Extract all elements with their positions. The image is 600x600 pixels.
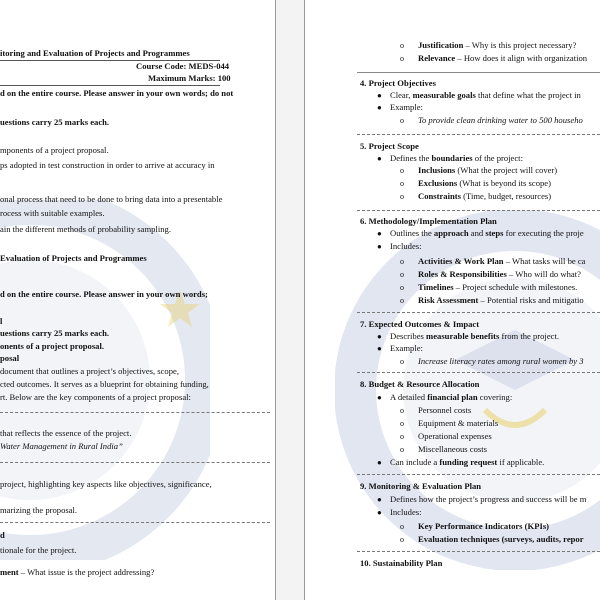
list-item: Equipment & materials <box>418 418 499 428</box>
list-item <box>390 228 584 239</box>
section-heading: 7. Expected Outcomes & Impact <box>360 319 480 329</box>
section-heading: 9. Monitoring & Evaluation Plan <box>360 481 482 491</box>
circle-bullet-icon: o <box>400 445 404 454</box>
bullet-icon: ● <box>377 332 382 341</box>
list-item <box>418 178 551 189</box>
circle-bullet-icon: o <box>400 432 404 441</box>
item-text: Can include a <box>390 457 440 467</box>
question-text: ps adopted in test construction in order to arrive at accuracy in <box>0 160 215 170</box>
bullet-icon: ● <box>377 229 382 238</box>
section-heading: 4. Project Objectives <box>360 78 436 88</box>
circle-bullet-icon: o <box>400 179 404 188</box>
item-text: A detailed <box>390 392 428 402</box>
divider <box>357 210 600 211</box>
list-item <box>390 331 559 342</box>
right-page <box>305 0 600 600</box>
course-title: itoring and Evaluation of Projects and Programmes <box>0 48 190 58</box>
circle-bullet-icon: o <box>400 522 404 531</box>
item-text: – Potential risks and mitigatio <box>478 295 584 305</box>
item-text: Outlines the <box>390 228 434 238</box>
list-item: Example: <box>390 343 423 353</box>
divider <box>357 474 600 475</box>
circle-bullet-icon: o <box>400 116 404 125</box>
circle-bullet-icon: o <box>400 270 404 279</box>
example-text: To provide clean drinking water to 500 househo <box>418 115 583 125</box>
list-item: Defines how the project’s progress and success will be m <box>390 494 587 504</box>
instruction-text: uestions carry 25 marks each. <box>0 328 110 338</box>
item-label: steps <box>485 228 504 238</box>
item-text: – How does it align with organization <box>455 53 588 63</box>
item-label: measurable goals <box>412 90 476 100</box>
divider <box>0 85 220 86</box>
list-item: Personnel costs <box>418 405 472 415</box>
list-item: Evaluation techniques (surveys, audits, repor <box>418 534 584 544</box>
circle-bullet-icon: o <box>400 54 404 63</box>
max-marks: Maximum Marks: 100 <box>148 73 231 83</box>
section-title: Evaluation of Projects and Programmes <box>0 253 147 263</box>
question-text: mponents of a project proposal. <box>0 145 109 155</box>
list-item: Operational expenses <box>418 431 492 441</box>
paragraph-text: tionale for the project. <box>0 545 77 555</box>
question-text: ain the different methods of probability sampling. <box>0 224 171 234</box>
bullet-icon: ● <box>377 154 382 163</box>
section-heading: 6. Methodology/Implementation Plan <box>360 216 497 226</box>
item-text: from the project. <box>499 331 559 341</box>
section-heading: 10. Sustainability Plan <box>360 558 443 568</box>
circle-bullet-icon: o <box>400 41 404 50</box>
item-label: Relevance <box>418 53 456 63</box>
circle-bullet-icon: o <box>400 406 404 415</box>
list-item: Includes: <box>390 241 422 251</box>
item-text: Describes <box>390 331 427 341</box>
item-text: of the project: <box>472 153 523 163</box>
item-text: covering: <box>477 392 513 402</box>
item-text: – Who will do what? <box>506 269 581 279</box>
page-gutter <box>275 0 305 600</box>
question-text: rocess with suitable examples. <box>0 208 105 218</box>
item-label: Activities & Work Plan <box>418 256 504 266</box>
item-label: approach <box>433 228 469 238</box>
paragraph-text: that reflects the essence of the project. <box>0 428 132 438</box>
list-item <box>418 53 587 64</box>
section-mark: d <box>0 530 5 540</box>
paragraph-text: cted outcomes. It serves as a blueprint for obtaining funding, <box>0 379 209 389</box>
bullet-icon: ● <box>377 458 382 467</box>
bullet-icon: ● <box>377 495 382 504</box>
divider <box>0 462 270 463</box>
example-text: Increase literacy rates among rural women by 3 <box>418 356 584 366</box>
item-text: – What tasks will be ca <box>503 256 586 266</box>
bullet-icon: ● <box>377 91 382 100</box>
instruction-text: d on the entire course. Please answer in your own words; <box>0 289 208 299</box>
bullet-icon: ● <box>377 344 382 353</box>
item-label: Exclusions <box>418 178 458 188</box>
item-text: (What the project will cover) <box>455 165 558 175</box>
question-text: onal process that need to be done to bring data into a presentable <box>0 194 223 204</box>
list-item <box>418 165 557 176</box>
divider <box>357 72 600 73</box>
list-item: Miscellaneous costs <box>418 444 487 454</box>
paragraph-text: project, highlighting key aspects like objectives, significance, <box>0 479 212 489</box>
statement-label: ment <box>0 567 19 577</box>
section-heading: 5. Project Scope <box>360 141 419 151</box>
circle-bullet-icon: o <box>400 257 404 266</box>
question-heading: onents of a project proposal. <box>0 341 105 351</box>
circle-bullet-icon: o <box>400 357 404 366</box>
statement-text: – What issue is the project addressing? <box>18 567 155 577</box>
item-text: – Project schedule with milestones. <box>453 282 578 292</box>
item-text: (What is beyond its scope) <box>457 178 551 188</box>
list-item <box>390 153 523 164</box>
item-label: Roles & Responsibilities <box>418 269 507 279</box>
item-text: if applicable. <box>497 457 545 467</box>
circle-bullet-icon: o <box>400 535 404 544</box>
list-item <box>418 269 581 280</box>
circle-bullet-icon: o <box>400 283 404 292</box>
section-heading: 8. Budget & Resource Allocation <box>360 379 480 389</box>
instruction-text: uestions carry 25 marks each. <box>0 117 110 127</box>
item-label: measurable benefits <box>426 331 500 341</box>
item-text: Defines the <box>390 153 432 163</box>
item-text: (Time, budget, resources) <box>460 191 552 201</box>
list-item <box>390 392 512 403</box>
divider <box>0 522 270 523</box>
item-label: Constraints <box>418 191 461 201</box>
circle-bullet-icon: o <box>400 192 404 201</box>
circle-bullet-icon: o <box>400 419 404 428</box>
course-code: Course Code: MEDS-044 <box>136 61 230 71</box>
item-label: Timelines <box>418 282 454 292</box>
circle-bullet-icon: o <box>400 166 404 175</box>
instruction-text: d on the entire course. Please answer in your own words; do not <box>0 88 234 98</box>
paragraph-text: marizing the proposal. <box>0 505 78 515</box>
divider <box>0 412 270 413</box>
list-item <box>418 256 586 267</box>
item-text: for executing the proje <box>503 228 584 238</box>
item-text: Clear, <box>390 90 413 100</box>
list-item <box>390 457 544 468</box>
item-label: Justification <box>418 40 464 50</box>
item-label: funding request <box>439 457 498 467</box>
list-item: Key Performance Indicators (KPIs) <box>418 521 550 531</box>
list-item: Example: <box>390 102 423 112</box>
paragraph-text: rt. Below are the key components of a project proposal: <box>0 392 191 402</box>
list-item: Includes: <box>390 507 422 517</box>
item-label: Inclusions <box>418 165 456 175</box>
list-item <box>418 282 577 293</box>
item-text: that define what the project in <box>475 90 581 100</box>
left-page <box>0 0 275 600</box>
paragraph-text <box>0 567 154 578</box>
circle-bullet-icon: o <box>400 296 404 305</box>
item-text: and <box>468 228 486 238</box>
item-text: – Why is this project necessary? <box>463 40 577 50</box>
item-label: boundaries <box>431 153 473 163</box>
divider <box>357 134 600 135</box>
bullet-icon: ● <box>377 508 382 517</box>
answer-heading: posal <box>0 353 20 363</box>
bullet-icon: ● <box>377 393 382 402</box>
bullet-icon: ● <box>377 103 382 112</box>
divider <box>357 551 600 552</box>
list-item <box>418 295 584 306</box>
item-label: Risk Assessment <box>418 295 479 305</box>
list-item <box>418 191 551 202</box>
divider <box>357 372 600 373</box>
list-item <box>390 90 581 101</box>
bullet-icon: ● <box>377 242 382 251</box>
divider <box>357 312 600 313</box>
paragraph-text: document that outlines a project’s objectives, scope, <box>0 366 179 376</box>
item-label: financial plan <box>427 392 478 402</box>
list-item <box>418 40 576 51</box>
example-text: Water Management in Rural India” <box>0 441 123 451</box>
section-mark: l <box>0 316 3 326</box>
